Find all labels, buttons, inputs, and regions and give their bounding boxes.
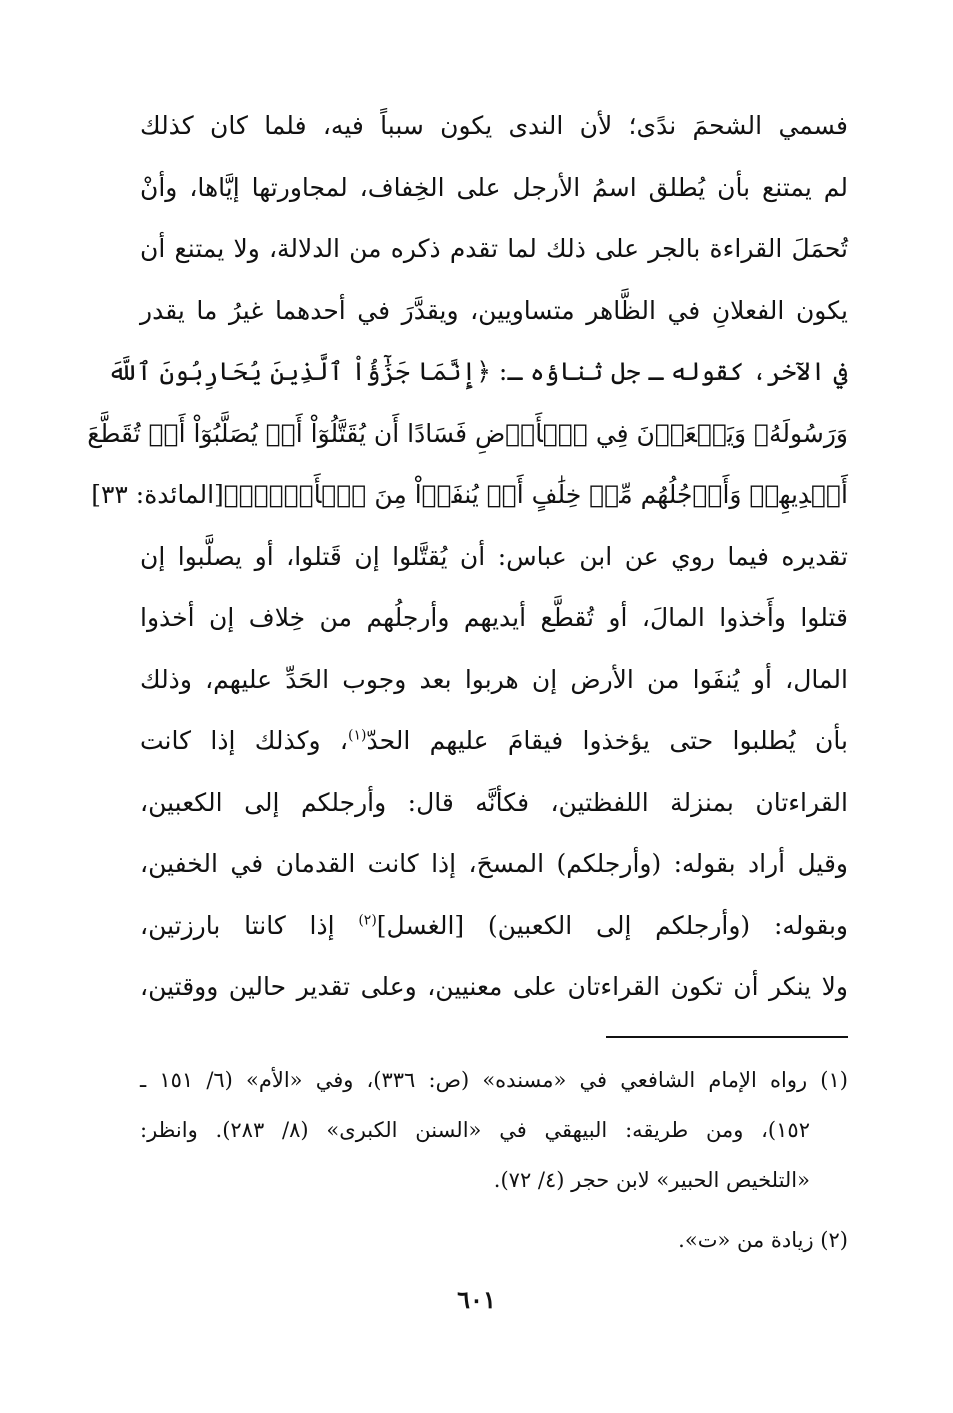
text-line-8: تقديره فيما روي عن ابن عباس: أن يُقتَّلوا إن قَتلوا، أو يصلَّبوا إن bbox=[140, 541, 848, 571]
text-line-13: وقيل أراد بقوله: (وأرجلكم) المسحَ، إذا كانت القدمان في الخفين، bbox=[140, 849, 848, 878]
text-line-2: لم يمتنع بأن يُطلق اسمُ الأرجل على الخِفاف، لمجاورتها إيَّاها، وأنْ bbox=[140, 172, 848, 202]
text-line-11-head: بأن يُطلبوا حتى يؤخذوا فيقامَ عليهم الحدّ bbox=[366, 726, 848, 755]
footnote-spacer bbox=[140, 1205, 848, 1215]
footnote-marker-2[interactable]: (٢) bbox=[358, 912, 377, 929]
footnotes bbox=[140, 1055, 848, 1265]
text-line-14-tail: إذا كانتا بارزتين، bbox=[140, 910, 359, 940]
footnote-1-line-2: ١٥٢)، ومن طريقه: البيهقي في «السنن الكبرى» (٨/ ٢٨٣). وانظر: bbox=[140, 1118, 810, 1142]
text-line-15: ولا ينكر أن تكون القراءتان على معنيين، وعلى تقدير حالين ووقتين، bbox=[140, 972, 848, 1001]
text-line-14 bbox=[140, 895, 848, 957]
text-line-9: قتلوا وأَخذوا المالَ، أو تُقطَّع أيديهم وأرجلُهم من خِلاف إن أخذوا bbox=[140, 603, 848, 632]
text-line-7: أَيۡدِيهِمۡ وَأَرۡجُلُهُم مِّنۡ خِلَٰفٍ أَوۡ يُنفَوۡاْ مِنَ ٱلۡأَرۡضِۚ﴾[المائدة: ٣٣] bbox=[91, 480, 848, 509]
footnote-1-line-3: «التلخيص الحبير» لابن حجر (٤/ ٧٢). bbox=[493, 1168, 810, 1192]
text-line-4: يكون الفعلانِ في الظَّاهر متساويين، ويقدَّرَ في أحدهما غيرُ ما يقدر bbox=[140, 295, 848, 325]
text-line-12: القراءتان بمنزلة اللفظتين، فكأنَّه قال: وأرجلكم إلى الكعبين، bbox=[140, 787, 848, 817]
text-line-11 bbox=[140, 710, 848, 772]
text-line-1: فسمي الشحمَ ندًى؛ لأن الندى يكون سبباً فيه، فلما كان كذلك bbox=[140, 111, 848, 140]
footnote-divider bbox=[606, 1036, 848, 1038]
text-line-11-tail: ، وكذلك إذا كانت bbox=[140, 726, 348, 755]
page-number: ٦٠١ bbox=[457, 1285, 496, 1314]
text-line-10: المال، أو يُنفَوا من الأرض إن هربوا بعد وجوب الحَدِّ عليهم، وذلك bbox=[140, 664, 848, 694]
main-text bbox=[87, 95, 848, 1018]
footnote-marker-1[interactable]: (١) bbox=[348, 727, 367, 744]
text-line-14-head: وبقوله: (وأرجلكم إلى الكعبين) [الغسل] bbox=[376, 910, 848, 940]
text-line-6: وَرَسُولَهُۥ وَيَسۡعَوۡنَ فِي ٱلۡأَرۡضِ فَسَادًا أَن يُقَتَّلُوٓاْ أَوۡ يُصَلَّبُوٓاْ أَوۡ تُقَطَّعَ bbox=[87, 418, 848, 448]
footnote-2: (٢) زيادة من «ت». bbox=[678, 1228, 848, 1252]
text-line-5: في الآخر، كقوله ـ جل ثناؤه ـ: ﴿إِنَّمَا جَزَٰٓؤُاْ ٱلَّذِينَ يُحَارِبُونَ ٱللَّهَ bbox=[107, 357, 848, 386]
footnote-1-line-1: (١) رواه الإمام الشافعي في «مسنده» (ص: ٣٣٦)، وفي «الأم» (٦/ ١٥١ ـ bbox=[140, 1068, 848, 1092]
text-line-3: تُحمَلَ القراءة بالجر على ذلك لما تقدم ذكره من الدلالة، ولا يمتنع أن bbox=[140, 234, 848, 263]
